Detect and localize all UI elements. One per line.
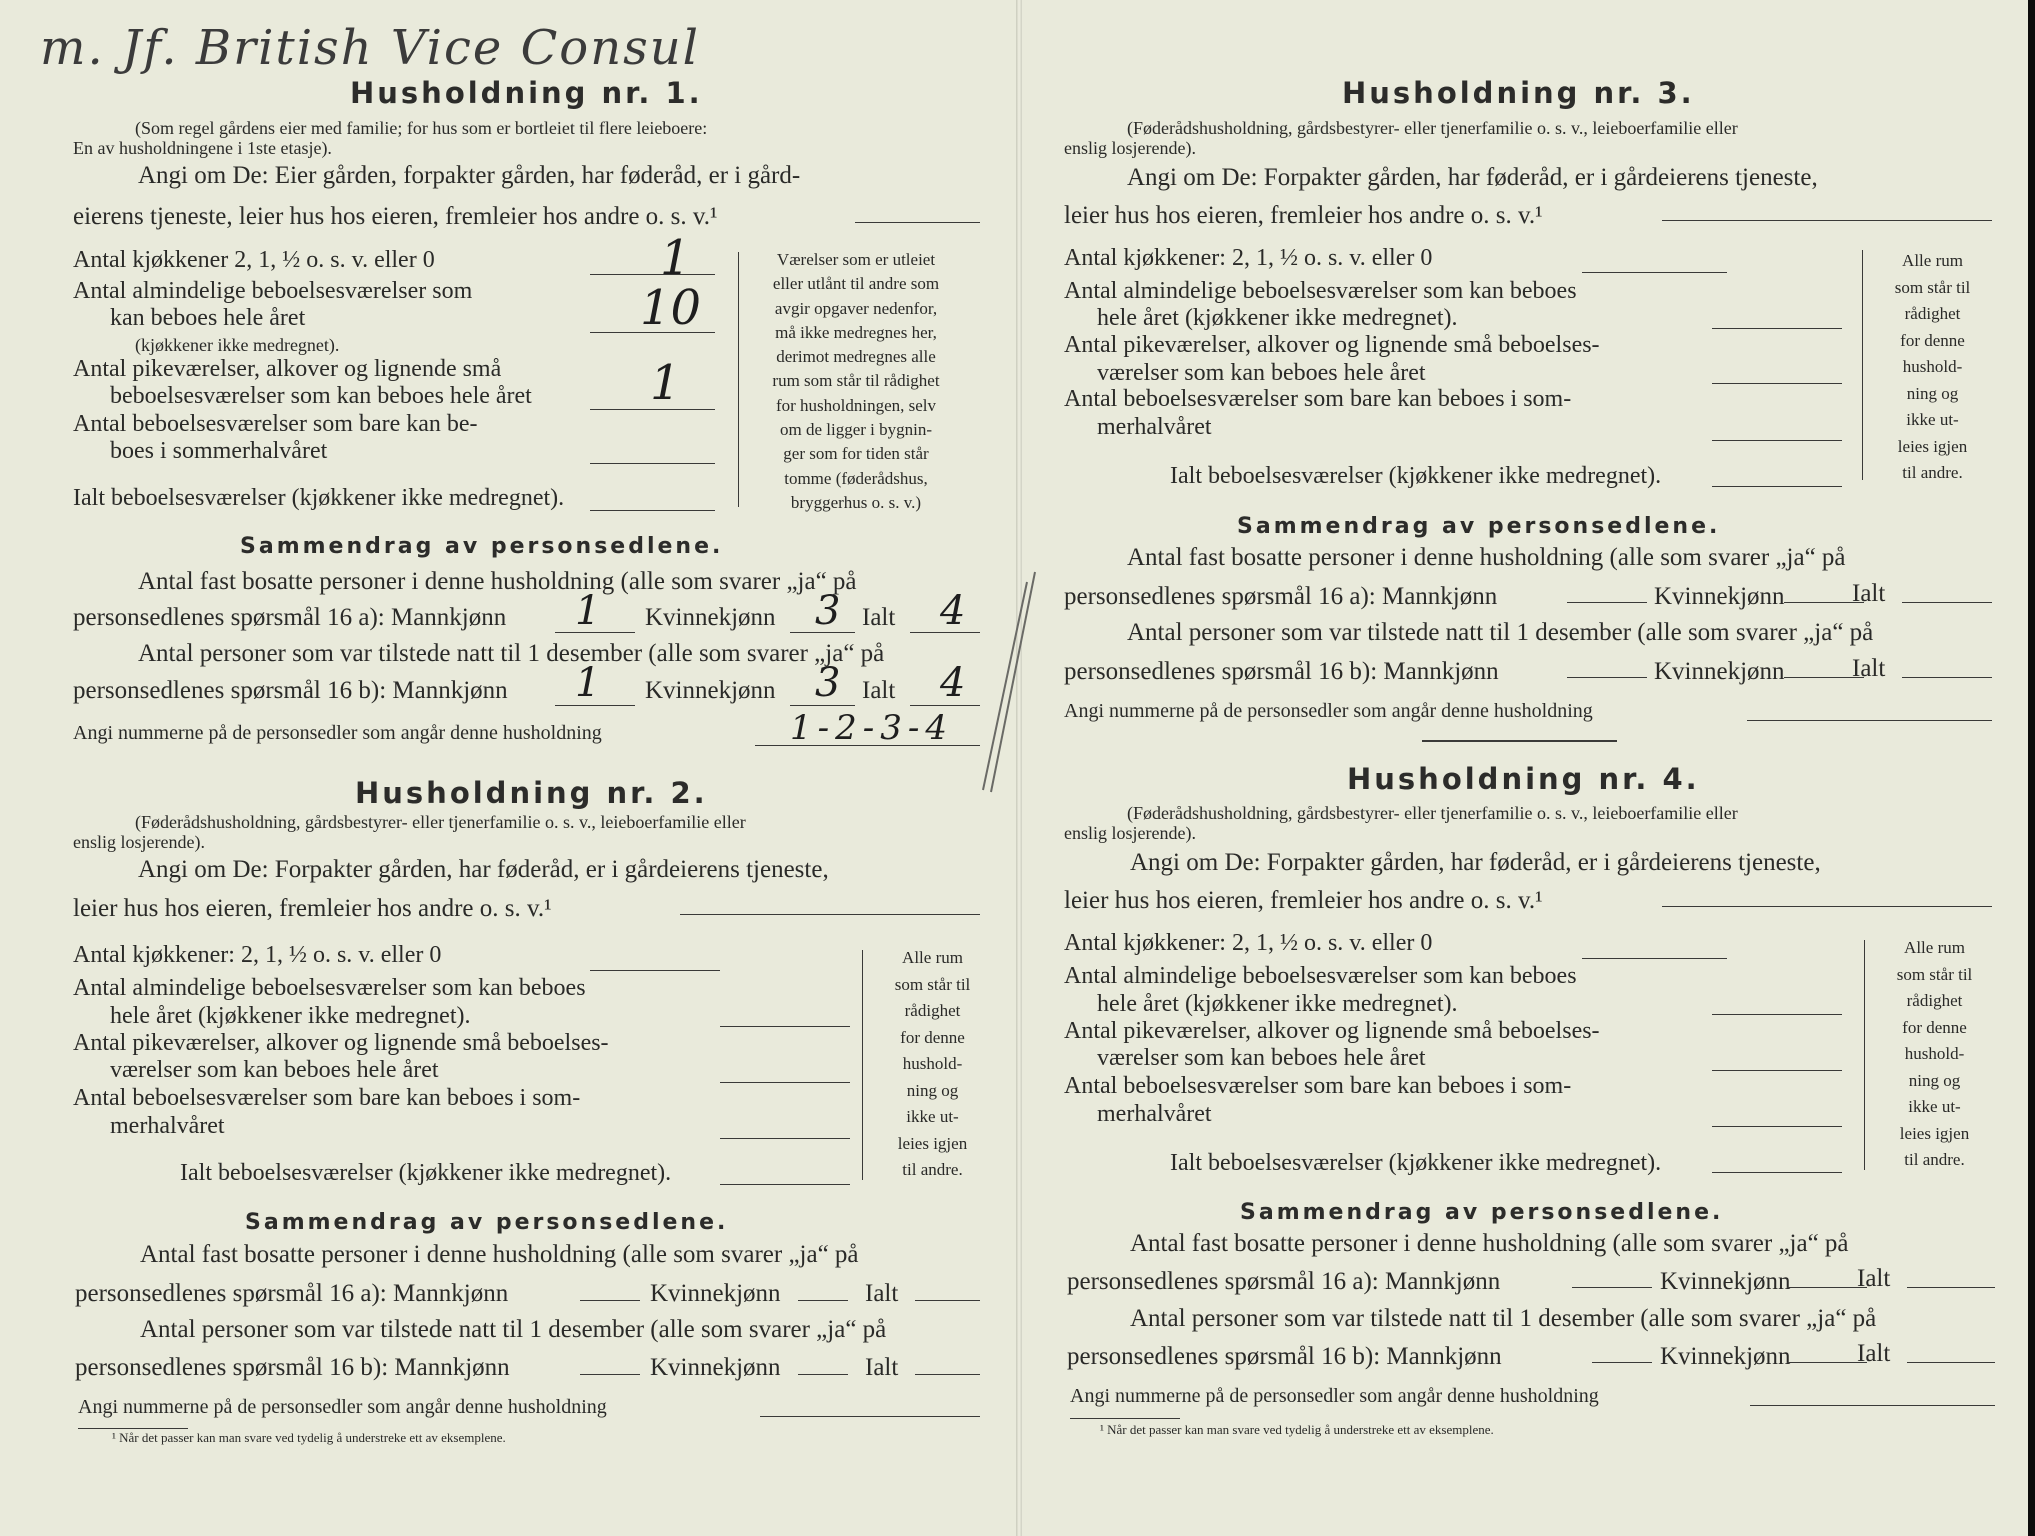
h1-summary-2-female-label: Kvinnekjønn [645, 677, 776, 704]
h2-kitchens-label: Antal kjøkkener: 2, 1, ½ o. s. v. eller 0 [73, 942, 442, 968]
h2-rooms-label-1: Antal almindelige beboelsesværelser som kan beboes [73, 975, 586, 1001]
h1-rooms-label-2: kan beboes hele året [110, 305, 306, 331]
h3-summary-1-female-label: Kvinnekjønn [1654, 583, 1785, 610]
h4-maid-rooms-label-1: Antal pikeværelser, alkover og lignende små beboelses- [1064, 1018, 1600, 1044]
h2-summary-1-line-2: personsedlenes spørsmål 16 a): Mannkjønn [75, 1280, 509, 1307]
h3-rooms-label-2: hele året (kjøkkener ikke medregnet). [1097, 305, 1458, 331]
h1-side-note: Værelser som er utleiet eller utlånt til andre som avgir opgaver nedenfor, må ikke medregnes her, derimot medregnes alle rum som står til rådighet for husholdningen, selv om de ligger i bygnin- ger som for tiden står tomme (føderådshus, bryggerhus o. s. v.) [772, 250, 940, 512]
h2-summary-1-female-label: Kvinnekjønn [650, 1280, 781, 1307]
h2-summary-title: Sammendrag av personsedlene. [245, 1210, 729, 1235]
h4-total-rooms-label: Ialt beboelsesværelser (kjøkkener ikke medregnet). [1170, 1150, 1662, 1176]
h4-summary-2-female-label: Kvinnekjønn [1660, 1343, 1791, 1370]
h1-maid-rooms-value: 1 [650, 355, 681, 411]
h1-rooms-label-1: Antal almindelige beboelsesværelser som [73, 278, 473, 304]
h2-summary-2-female-label: Kvinnekjønn [650, 1354, 781, 1381]
h1-summer-rooms-label-1: Antal beboelsesværelser som bare kan be- [73, 411, 478, 437]
household-4-note: (Føderådshusholdning, gårdsbestyrer- eller tjenerfamilie o. s. v., leieboerfamilie eller [1127, 803, 1738, 823]
household-3-angi-line-1: Angi om De: Forpakter gården, har føderåd, er i gårdeierens tjeneste, [1127, 164, 1818, 191]
h4-summary-1-female-label: Kvinnekjønn [1660, 1268, 1791, 1295]
h1-summary-2-line-2: personsedlenes spørsmål 16 b): Mannkjønn [73, 677, 508, 704]
h4-summary-2-line-2: personsedlenes spørsmål 16 b): Mannkjønn [1067, 1343, 1502, 1370]
h3-side-note: Alle rum som står til rådighet for denne hushold- ning og ikke ut- leies igjen til andre. [1894, 251, 1971, 482]
h3-summer-rooms-label-2: merhalvåret [1097, 414, 1212, 440]
h2-side-brace [862, 950, 863, 1180]
household-4-note-2: enslig losjerende). [1064, 823, 1196, 843]
h4-kitchens-label: Antal kjøkkener: 2, 1, ½ o. s. v. eller 0 [1064, 930, 1433, 956]
h1-maid-rooms-label-2: beboelsesværelser som kan beboes hele året [110, 383, 532, 409]
h1-summary-2-total-label: Ialt [862, 677, 896, 704]
h4-summary-1-total-label: Ialt [1857, 1265, 1891, 1292]
h1-summary-2-female: 3 [815, 660, 841, 706]
h3-maid-rooms-label-2: værelser som kan beboes hele året [1097, 360, 1426, 386]
h4-numbers-label: Angi nummerne på de personsedler som angår denne husholdning [1070, 1385, 1599, 1407]
household-1-angi-line-1: Angi om De: Eier gården, forpakter gården, har føderåd, er i gård- [138, 162, 801, 189]
h3-side-brace [1862, 250, 1863, 480]
h4-summer-rooms-label-2: merhalvåret [1097, 1101, 1212, 1127]
h1-kitchens-value: 1 [660, 230, 691, 286]
h3-summer-rooms-label-1: Antal beboelsesværelser som bare kan beboes i som- [1064, 386, 1572, 412]
h1-summary-1-total-label: Ialt [862, 604, 896, 631]
h1-summary-1-line-2: personsedlenes spørsmål 16 a): Mannkjønn [73, 604, 507, 631]
h2-total-rooms-label: Ialt beboelsesværelser (kjøkkener ikke medregnet). [180, 1160, 672, 1186]
h1-summary-2-male: 1 [575, 660, 601, 706]
h1-summary-2-total: 4 [940, 660, 966, 706]
household-1-note-2: En av husholdningene i 1ste etasje). [73, 138, 332, 158]
h1-side-brace [738, 252, 739, 507]
h2-summer-rooms-label-2: merhalvåret [110, 1113, 225, 1139]
h3-summary-2-line-1: Antal personer som var tilstede natt til 1 desember (alle som svarer „ja“ på [1127, 619, 1874, 646]
h1-summary-1-male: 1 [575, 588, 601, 634]
h2-summary-1-line-1: Antal fast bosatte personer i denne husholdning (alle som svarer „ja“ på [140, 1241, 859, 1268]
h2-summary-2-total-label: Ialt [865, 1354, 899, 1381]
h4-summary-1-line-2: personsedlenes spørsmål 16 a): Mannkjønn [1067, 1268, 1501, 1295]
h3-maid-rooms-label-1: Antal pikeværelser, alkover og lignende små beboelses- [1064, 332, 1600, 358]
h4-summary-title: Sammendrag av personsedlene. [1240, 1200, 1724, 1225]
left-footnote: ¹ Når det passer kan man svare ved tydelig å understreke ett av eksemplene. [112, 1430, 506, 1445]
h4-summary-2-line-1: Antal personer som var tilstede natt til 1 desember (alle som svarer „ja“ på [1130, 1305, 1877, 1332]
h1-maid-rooms-label-1: Antal pikeværelser, alkover og lignende små [73, 356, 502, 382]
h3-total-rooms-label: Ialt beboelsesværelser (kjøkkener ikke medregnet). [1170, 463, 1662, 489]
h4-summary-2-total-label: Ialt [1857, 1340, 1891, 1367]
household-1-note: (Som regel gårdens eier med familie; for hus som er bortleiet til flere leieboere: [135, 118, 708, 138]
h2-rooms-label-2: hele året (kjøkkener ikke medregnet). [110, 1003, 471, 1029]
h3-summary-2-total-label: Ialt [1852, 655, 1886, 682]
household-2-note: (Føderådshusholdning, gårdsbestyrer- eller tjenerfamilie o. s. v., leieboerfamilie eller [135, 812, 746, 832]
h3-summary-1-total-label: Ialt [1852, 580, 1886, 607]
h2-summary-1-total-label: Ialt [865, 1280, 899, 1307]
pencil-strokes [975, 560, 1045, 800]
right-footnote: ¹ Når det passer kan man svare ved tydelig å understreke ett av eksemplene. [1100, 1422, 1494, 1437]
handwritten-note: m. Jf. British Vice Consul [40, 20, 701, 76]
h4-maid-rooms-label-2: værelser som kan beboes hele året [1097, 1045, 1426, 1071]
household-1-title: Husholdning nr. 1. [350, 76, 703, 110]
h3-kitchens-label: Antal kjøkkener: 2, 1, ½ o. s. v. eller 0 [1064, 245, 1433, 271]
h1-summary-1-female: 3 [815, 588, 841, 634]
h1-summary-title: Sammendrag av personsedlene. [240, 534, 724, 559]
h1-summary-2-line-1: Antal personer som var tilstede natt til 1 desember (alle som svarer „ja“ på [138, 640, 885, 667]
h2-maid-rooms-label-1: Antal pikeværelser, alkover og lignende små beboelses- [73, 1030, 609, 1056]
household-4-angi-line-1: Angi om De: Forpakter gården, har føderåd, er i gårdeierens tjeneste, [1130, 849, 1821, 876]
h2-maid-rooms-label-2: værelser som kan beboes hele året [110, 1057, 439, 1083]
household-2-angi-line-1: Angi om De: Forpakter gården, har føderåd, er i gårdeierens tjeneste, [138, 856, 829, 883]
household-2-angi-line-2: leier hus hos eieren, fremleier hos andre o. s. v.¹ [73, 895, 552, 922]
h4-side-brace [1864, 940, 1865, 1170]
h4-summer-rooms-label-1: Antal beboelsesværelser som bare kan beboes i som- [1064, 1073, 1572, 1099]
h3-summary-1-line-2: personsedlenes spørsmål 16 a): Mannkjønn [1064, 583, 1498, 610]
h3-numbers-label: Angi nummerne på de personsedler som angår denne husholdning [1064, 700, 1593, 722]
h4-summary-1-line-1: Antal fast bosatte personer i denne husholdning (alle som svarer „ja“ på [1130, 1230, 1849, 1257]
household-3-note-2: enslig losjerende). [1064, 138, 1196, 158]
h2-side-note: Alle rum som står til rådighet for denne hushold- ning og ikke ut- leies igjen til andre. [894, 948, 971, 1179]
h1-summary-1-total: 4 [940, 588, 966, 634]
h3-summary-2-female-label: Kvinnekjønn [1654, 658, 1785, 685]
h1-rooms-label-3: (kjøkkener ikke medregnet). [135, 335, 340, 355]
h3-summary-1-line-1: Antal fast bosatte personer i denne husholdning (alle som svarer „ja“ på [1127, 544, 1846, 571]
household-3-note: (Føderådshusholdning, gårdsbestyrer- eller tjenerfamilie o. s. v., leieboerfamilie eller [1127, 118, 1738, 138]
h1-numbers-value: 1-2-3-4 [790, 708, 953, 748]
household-1-angi-line-2: eierens tjeneste, leier hus hos eieren, fremleier hos andre o. s. v.¹ [73, 203, 718, 230]
h1-rooms-value: 10 [640, 280, 702, 336]
h4-rooms-label-2: hele året (kjøkkener ikke medregnet). [1097, 991, 1458, 1017]
h1-total-rooms-label: Ialt beboelsesværelser (kjøkkener ikke medregnet). [73, 485, 565, 511]
h1-numbers-label: Angi nummerne på de personsedler som angår denne husholdning [73, 722, 602, 744]
h4-side-note: Alle rum som står til rådighet for denne hushold- ning og ikke ut- leies igjen til andre. [1896, 938, 1973, 1169]
household-2-note-2: enslig losjerende). [73, 832, 205, 852]
h1-kitchens-label: Antal kjøkkener 2, 1, ½ o. s. v. eller 0 [73, 247, 435, 273]
h1-summary-1-female-label: Kvinnekjønn [645, 604, 776, 631]
h4-rooms-label-1: Antal almindelige beboelsesværelser som kan beboes [1064, 963, 1577, 989]
household-4-angi-line-2: leier hus hos eieren, fremleier hos andre o. s. v.¹ [1064, 887, 1543, 914]
h3-summary-title: Sammendrag av personsedlene. [1237, 514, 1721, 539]
h2-summary-2-line-1: Antal personer som var tilstede natt til 1 desember (alle som svarer „ja“ på [140, 1316, 887, 1343]
h3-summary-2-line-2: personsedlenes spørsmål 16 b): Mannkjønn [1064, 658, 1499, 685]
h2-summer-rooms-label-1: Antal beboelsesværelser som bare kan beboes i som- [73, 1085, 581, 1111]
household-3-title: Husholdning nr. 3. [1342, 76, 1695, 110]
household-2-title: Husholdning nr. 2. [355, 776, 708, 810]
section-divider [1422, 740, 1617, 742]
h2-summary-2-line-2: personsedlenes spørsmål 16 b): Mannkjønn [75, 1354, 510, 1381]
h2-numbers-label: Angi nummerne på de personsedler som angår denne husholdning [78, 1396, 607, 1418]
h1-summary-1-line-1: Antal fast bosatte personer i denne husholdning (alle som svarer „ja“ på [138, 568, 857, 595]
h3-rooms-label-1: Antal almindelige beboelsesværelser som kan beboes [1064, 278, 1577, 304]
household-4-title: Husholdning nr. 4. [1347, 762, 1700, 796]
household-3-angi-line-2: leier hus hos eieren, fremleier hos andre o. s. v.¹ [1064, 202, 1543, 229]
h1-summer-rooms-label-2: boes i sommerhalvåret [110, 438, 328, 464]
